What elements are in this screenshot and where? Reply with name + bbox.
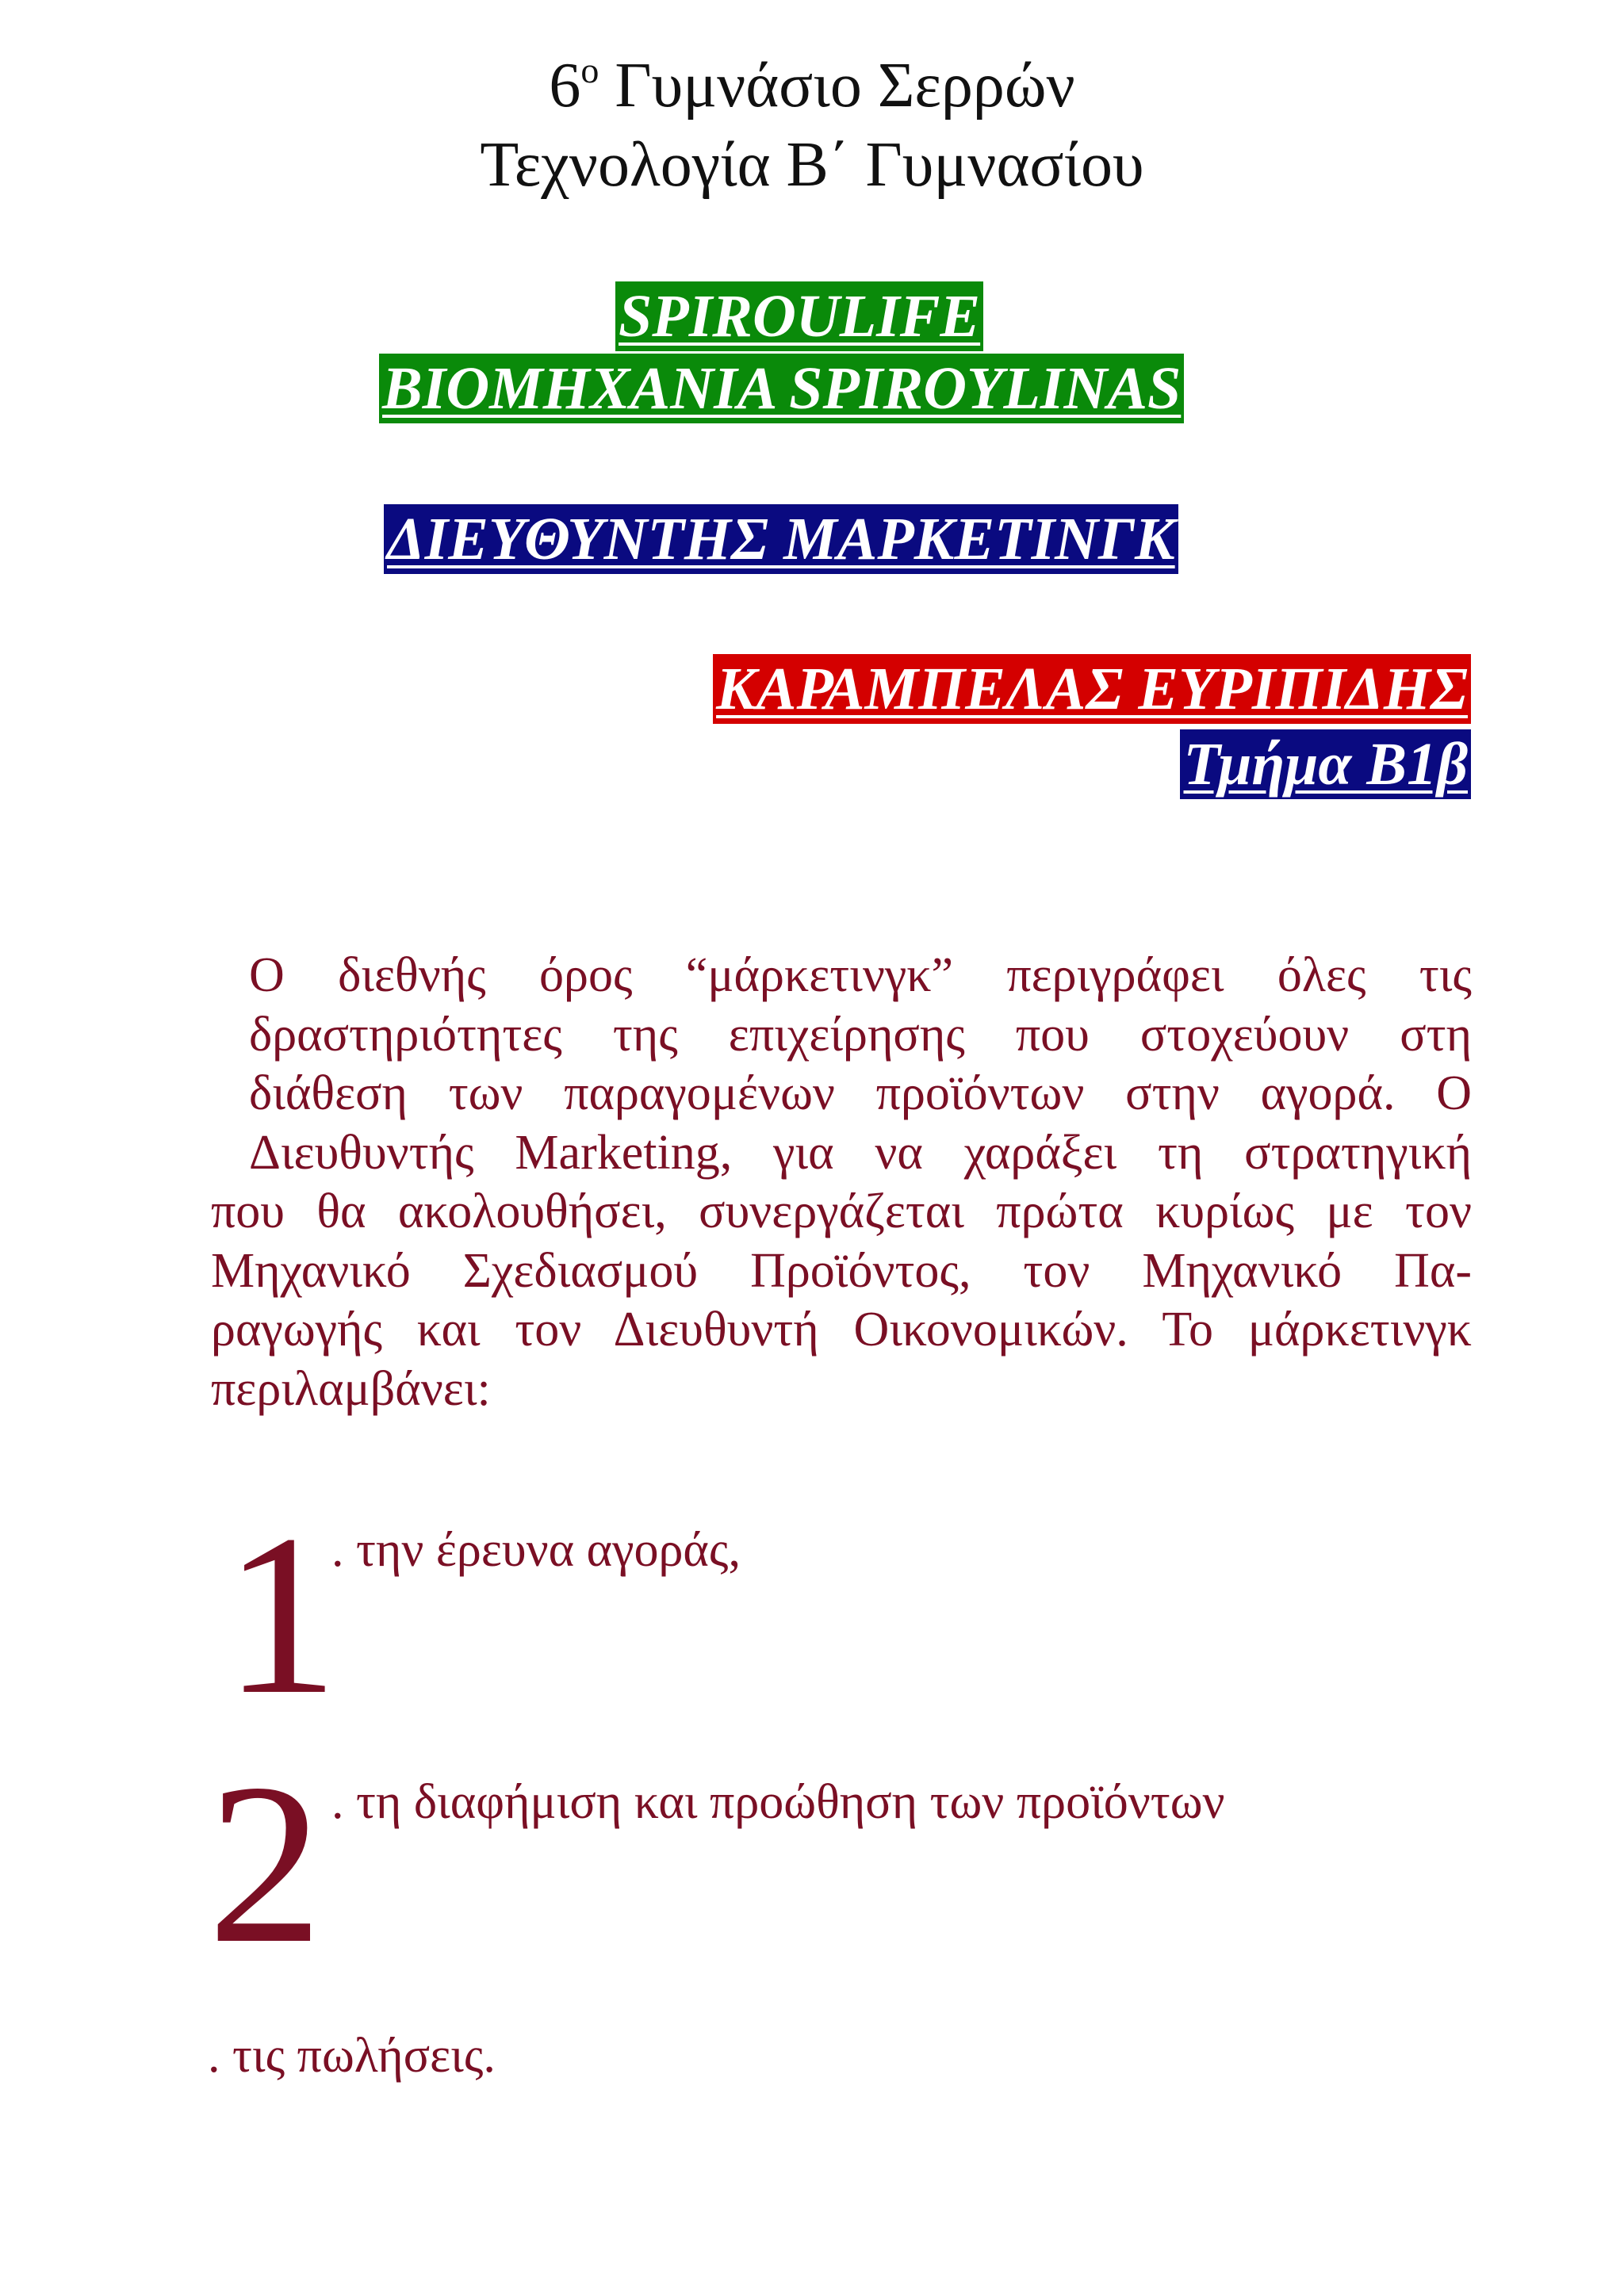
school-number: 6 [549, 51, 581, 121]
body-line: ραγωγής και τον Διευθυντή Οικονομικών. Το μάρκετινγκ [211, 1303, 1472, 1357]
list-number-1: 1 [224, 1487, 339, 1742]
school-superscript: ο [580, 50, 599, 90]
list-item-3: . τις πωλήσεις. [208, 2029, 496, 2083]
body-line: Διευθυντής Marketing, για να χαράξει τη στρατηγική [249, 1125, 1472, 1180]
body-line: Μηχανικό Σχεδιασμού Προϊόντος, τον Μηχανικό Πα- [211, 1243, 1472, 1298]
body-line: περιλαμβάνει: [211, 1361, 491, 1416]
role-title: ΔΙΕΥΘΥΝΤΗΣ ΜΑΡΚΕΤΙΝΓΚ [384, 504, 1178, 574]
company-tagline: ΒΙΟΜΗΧΑΝΙΑ SPIROYLINAS [379, 354, 1184, 423]
author-class: Τμήμα Β1β [1180, 729, 1471, 799]
list-item-1: . την έρευνα αγοράς, [331, 1523, 741, 1577]
author-name: ΚΑΡΑΜΠΕΛΑΣ ΕΥΡΙΠΙΔΗΣ [713, 654, 1471, 724]
body-line: Ο διεθνής όρος “μάρκετινγκ” περιγράφει όλες τις [249, 948, 1472, 1002]
course-title: Τεχνολογία Β΄ Γυμνασίου [480, 130, 1144, 200]
body-line: που θα ακολουθήσει, συνεργάζεται πρώτα κυρίως με τον [211, 1184, 1472, 1238]
list-number-2: 2 [208, 1736, 323, 1991]
body-line: δραστηριότητες της επιχείρησης που στοχεύουν στη [249, 1007, 1472, 1062]
body-paragraph [211, 946, 1472, 1418]
school-name-rest: Γυμνάσιο Σερρών [599, 51, 1075, 121]
list-item-2: . τη διαφήμιση και προώθηση των προϊόντων [331, 1775, 1225, 1829]
company-name: SPIROULIFE [615, 281, 983, 351]
school-name [0, 49, 1624, 122]
body-line: διάθεση των παραγομένων προϊόντων στην αγορά. Ο [249, 1066, 1472, 1120]
